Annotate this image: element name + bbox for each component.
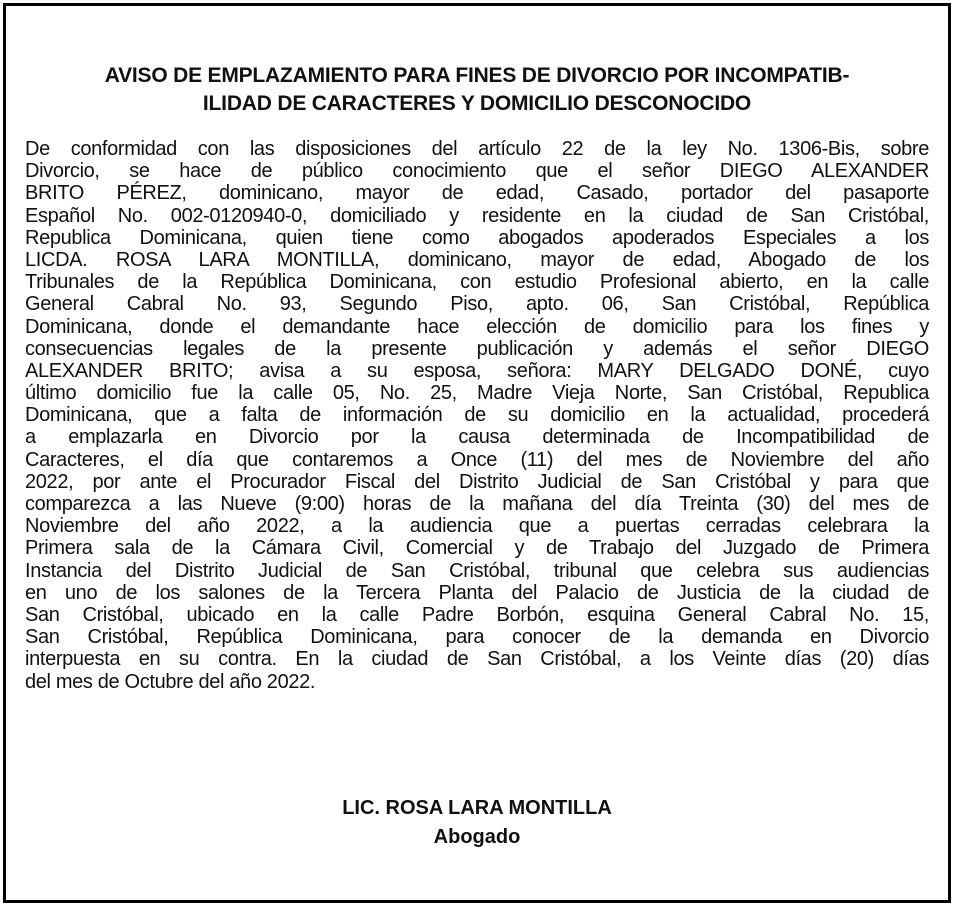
- body-line: San Cristóbal, República Dominicana, para conocer de la demanda en Divorcio: [25, 626, 929, 649]
- notice-title: [6, 62, 948, 118]
- signature-role: Abogado: [433, 826, 521, 848]
- body-line: consecuencias legales de la presente publicación y además el señor DIEGO: [25, 337, 929, 360]
- body-line: en uno de los salones de la Tercera Planta del Palacio de Justicia de la ciudad de: [25, 581, 929, 604]
- notice-title-line-2: ILIDAD DE CARACTERES Y DOMICILIO DESCONOCIDO: [202, 92, 752, 115]
- signature-name: LIC. ROSA LARA MONTILLA: [342, 797, 612, 819]
- body-line: Instancia del Distrito Judicial de San Cristóbal, tribunal que celebra sus audiencias: [25, 559, 929, 582]
- body-line: BRITO PÉREZ, dominicano, mayor de edad, Casado, portador del pasaporte: [25, 182, 929, 205]
- body-line: comparezca a las Nueve (9:00) horas de la mañana del día Treinta (30) del mes de: [25, 493, 929, 515]
- body-line: del mes de Octubre del año 2022.: [25, 670, 316, 693]
- body-line: Dominicana, donde el demandante hace elección de domicilio para los fines y: [25, 315, 929, 338]
- signature-block: [6, 794, 948, 852]
- body-line: LICDA. ROSA LARA MONTILLA, dominicano, mayor de edad, Abogado de los: [25, 248, 929, 271]
- body-line: último domicilio fue la calle 05, No. 25, Madre Vieja Norte, San Cristóbal, Republica: [25, 382, 929, 405]
- body-line: Caracteres, el día que contaremos a Once (11) del mes de Noviembre del año: [25, 448, 929, 471]
- body-line: a emplazarla en Divorcio por la causa determinada de Incompatibilidad de: [25, 426, 929, 449]
- notice-title-line-1: AVISO DE EMPLAZAMIENTO PARA FINES DE DIVORCIO POR INCOMPATIB-: [104, 64, 850, 87]
- body-line: interpuesta en su contra. En la ciudad de San Cristóbal, a los Veinte días (20) días: [25, 648, 929, 671]
- body-line: 2022, por ante el Procurador Fiscal del Distrito Judicial de San Cristóbal y para que: [25, 470, 929, 493]
- body-line: Divorcio, se hace de público conocimiento que el señor DIEGO ALEXANDER: [25, 160, 929, 183]
- body-line: General Cabral No. 93, Segundo Piso, apto. 06, San Cristóbal, República: [25, 293, 929, 316]
- body-line: De conformidad con las disposiciones del artículo 22 de la ley No. 1306-Bis, sobre: [25, 138, 929, 160]
- body-line: ALEXANDER BRITO; avisa a su esposa, señora: MARY DELGADO DONÉ, cuyo: [25, 359, 929, 382]
- body-line: Primera sala de la Cámara Civil, Comercial y de Trabajo del Juzgado de Primera: [25, 537, 929, 560]
- body-line: Tribunales de la República Dominicana, con estudio Profesional abierto, en la calle: [25, 271, 929, 294]
- body-line: Español No. 002-0120940-0, domiciliado y residente en la ciudad de San Cristóbal,: [25, 204, 929, 227]
- body-line: Noviembre del año 2022, a la audiencia que a puertas cerradas celebrara la: [25, 515, 929, 538]
- legal-notice: [3, 3, 951, 903]
- body-line: San Cristóbal, ubicado en la calle Padre Borbón, esquina General Cabral No. 15,: [25, 603, 929, 626]
- notice-body: [25, 138, 929, 693]
- body-line: Dominicana, que a falta de información de su domicilio en la actualidad, procederá: [25, 404, 929, 427]
- body-line: Republica Dominicana, quien tiene como abogados apoderados Especiales a los: [25, 226, 929, 249]
